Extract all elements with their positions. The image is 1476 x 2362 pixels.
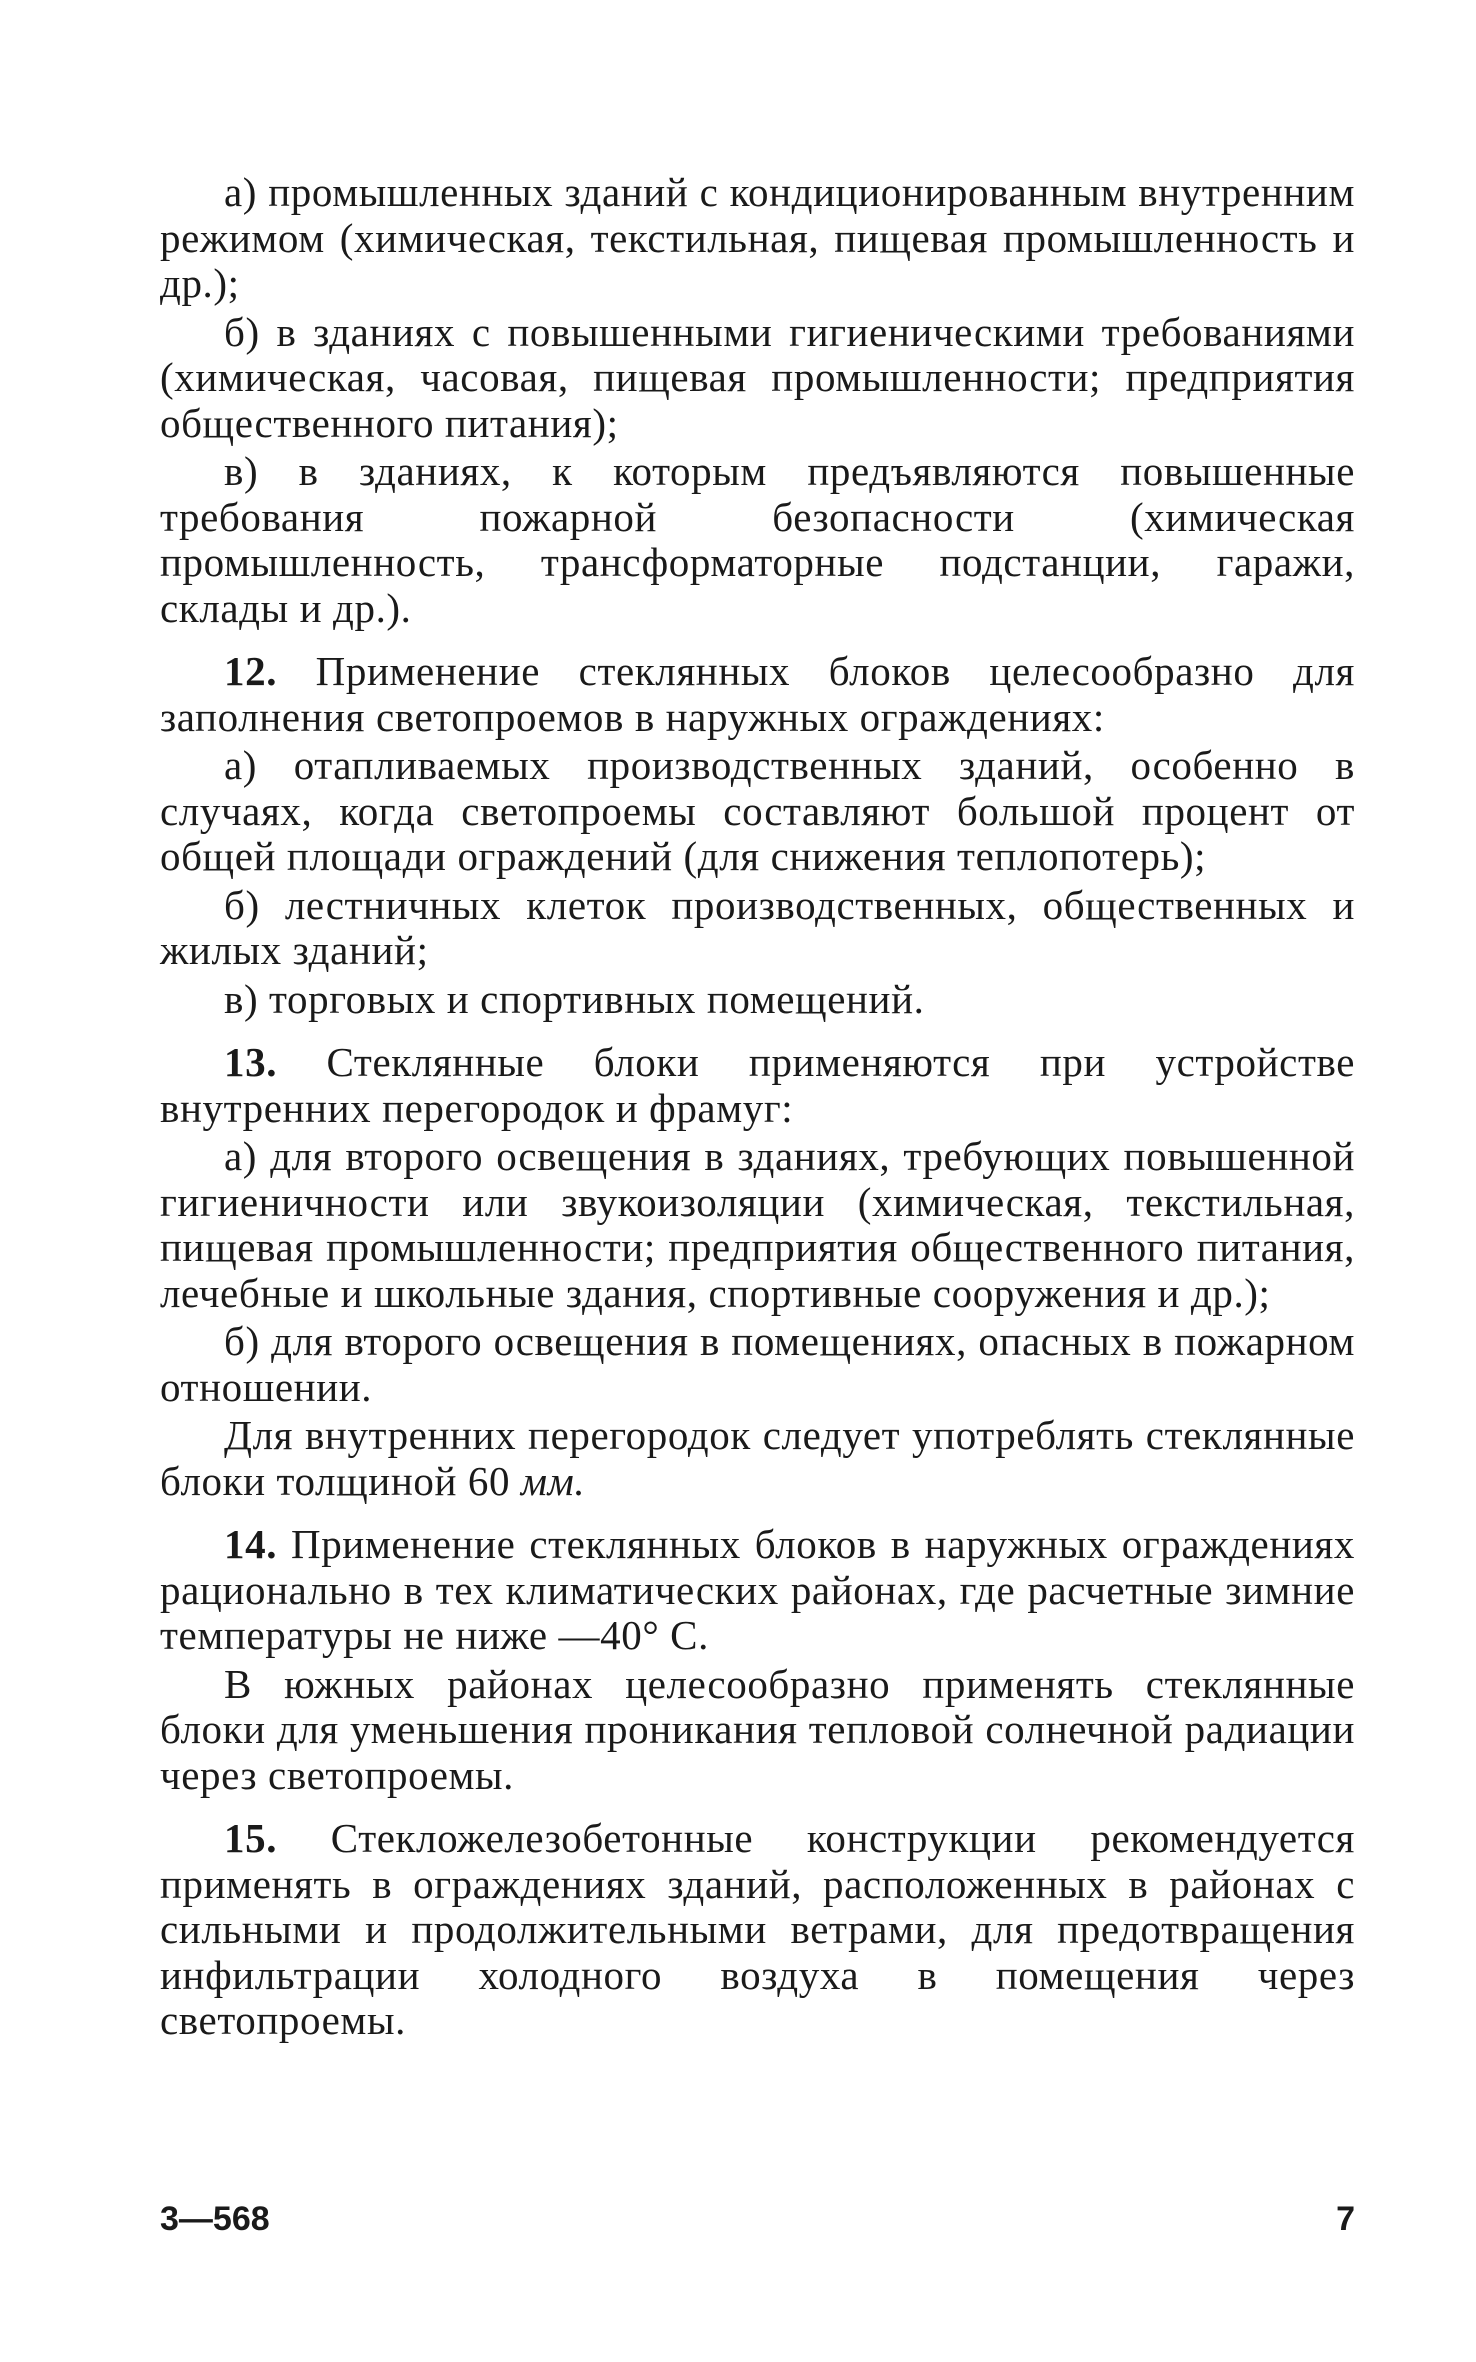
- paragraph-13-note-text: Для внутренних перегородок следует употреблять стеклянные блоки толщиной 60: [160, 1412, 1355, 1504]
- paragraph-13-note-unit: мм.: [520, 1457, 586, 1504]
- paragraph-12-text: Применение стеклянных блоков целесообразно для заполнения светопроемов в наружных ограждениях:: [160, 648, 1355, 740]
- item-11b: б) в зданиях с повышенными гигиеническими требованиями (химическая, часовая, пищевая промышленности; предприятия общественного питания);: [160, 308, 1355, 446]
- item-12c: в) торговых и спортивных помещений.: [224, 975, 925, 1022]
- paragraph-13-number: 13.: [224, 1039, 278, 1085]
- item-11c: в) в зданиях, к которым предъявляются повышенные требования пожарной безопасности (химическая промышленность, трансформаторные подстанции, гаражи, склады и др.).: [160, 448, 1355, 631]
- item-13a: а) для второго освещения в зданиях, требующих повышенной гигиеничности или звукоизоляции (химическая, текстильная, пищевая промышленности; предприятия общественного питания, лечебные и школьные здания, спортивные сооружения и др.);: [160, 1133, 1355, 1316]
- item-13b: б) для второго освещения в помещениях, опасных в пожарном отношении.: [160, 1318, 1355, 1410]
- paragraph-14-text: Применение стеклянных блоков в наружных ограждениях рационально в тех климатических районах, где расчетные зимние температуры не ниже —40° С.: [160, 1521, 1355, 1658]
- paragraph-13-text: Стеклянные блоки применяются при устройстве внутренних перегородок и фрамуг:: [160, 1039, 1355, 1131]
- paragraph-15-number: 15.: [224, 1815, 278, 1861]
- item-11a: а) промышленных зданий с кондиционированным внутренним режимом (химическая, текстильная, пищевая промышленность и др.);: [160, 169, 1355, 306]
- paragraph-12-number: 12.: [224, 648, 278, 694]
- paragraph-15-text: Стекложелезобетонные конструкции рекомендуется применять в ограждениях зданий, расположенных в районах с сильными и продолжительными ветрами, для предотвращения инфильтрации холодного воздуха в помещения через светопроемы.: [160, 1815, 1355, 2043]
- paragraph-13-note: [160, 1413, 1355, 1504]
- paragraph-13: [160, 1040, 1355, 1131]
- paragraph-14-number: 14.: [224, 1521, 278, 1567]
- item-12b: б) лестничных клеток производственных, общественных и жилых зданий;: [160, 881, 1355, 973]
- paragraph-14: [160, 1522, 1355, 1659]
- body-text: [160, 170, 1355, 2047]
- signature-mark: 3—568: [160, 2200, 270, 2238]
- paragraph-12: [160, 649, 1355, 740]
- item-12a: а) отапливаемых производственных зданий, особенно в случаях, когда светопроемы составляют большой процент от общей площади ограждений (для снижения теплопотерь);: [160, 742, 1355, 879]
- paragraph-15: [160, 1816, 1355, 2044]
- page-number: 7: [1336, 2200, 1355, 2238]
- page-footer: [160, 2200, 1355, 2244]
- paragraph-14-note: В южных районах целесообразно применять стеклянные блоки для уменьшения проникания тепловой солнечной радиации через светопроемы.: [160, 1660, 1355, 1798]
